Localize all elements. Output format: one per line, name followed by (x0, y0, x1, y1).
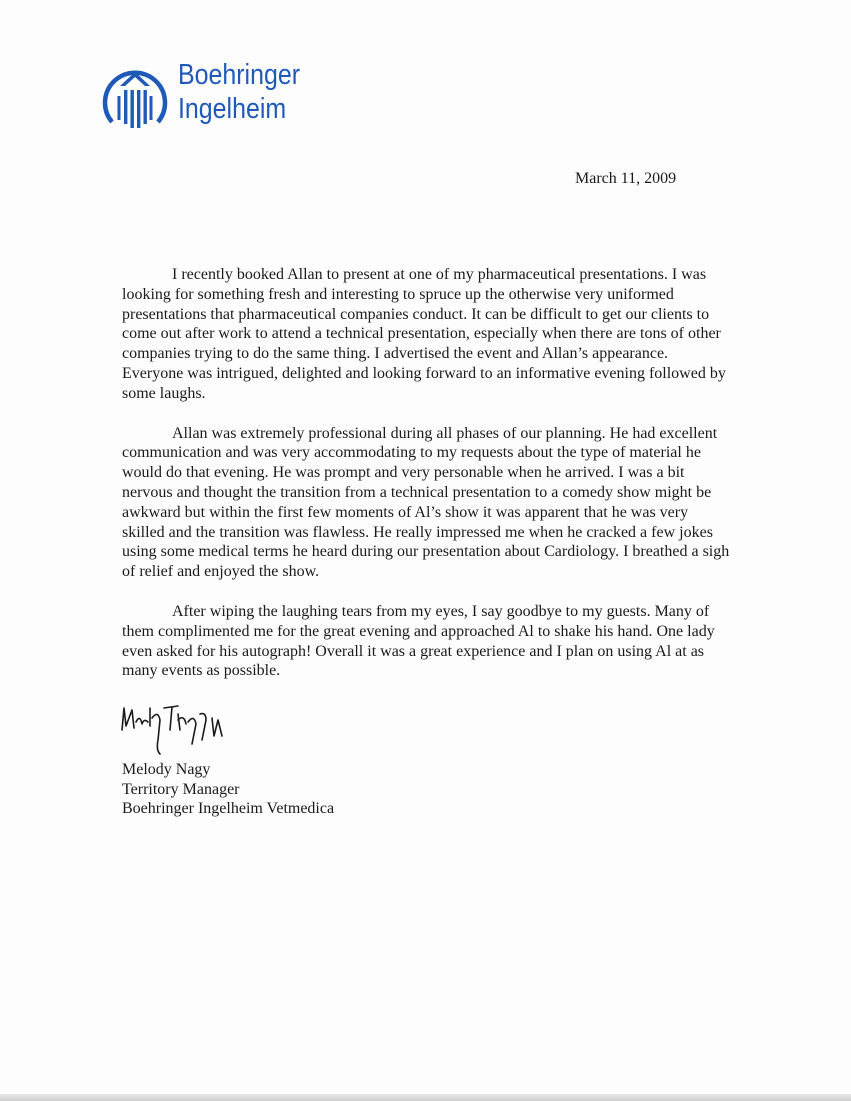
signer-name: Melody Nagy (122, 761, 211, 778)
letterhead-logo (100, 58, 340, 140)
logo-brand-line-2: Ingelheim (178, 93, 287, 125)
letter-paragraph-3: After wiping the laughing tears from my eyes, I say goodbye to my guests. Many of them complimented me for the great evening and approached Al to shake his hand. One lady even asked for his autograph! Overall it was a great experience and I plan on using Al at as many events as possible. (122, 602, 715, 680)
scan-bottom-edge (0, 1094, 851, 1101)
letter-date: March 11, 2009 (575, 170, 677, 187)
handwritten-signature (118, 700, 228, 756)
signer-company: Boehringer Ingelheim Vetmedica (122, 800, 335, 817)
letter-body (122, 265, 732, 701)
boehringer-ingelheim-logo-icon (100, 60, 170, 138)
letter-paragraph-1: I recently booked Allan to present at one of my pharmaceutical presentations. I was looking for something fresh and interesting to spruce up the otherwise very uniformed presentations that pharmaceutical companies conduct. It can be difficult to get our clients to come out after work to attend a technical presentation, especially when there are tons of other companies trying to do the same thing. I advertised the event and Allan’s appearance. Everyone was intrigued, delighted and looking forward to an informative evening followed by some laughs. (122, 266, 726, 402)
letter-paragraph-2: Allan was extremely professional during all phases of our planning. He had excellent communication and was very accommodating to my requests about the type of material he would do that evening. He was prompt and very personable when he arrived. I was a bit nervous and thought the transition from a technical presentation to a comedy show might be awkward but within the first few moments of Al’s show it was apparent that he was very skilled and the transition was flawless. He really impressed me when he cracked a few jokes using some medical terms he heard during our presentation about Cardiology. I breathed a sigh of relief and enjoyed the show. (122, 424, 730, 581)
signer-title: Territory Manager (122, 780, 240, 798)
logo-brand-text (178, 58, 300, 126)
logo-brand-line-1: Boehringer (178, 59, 301, 91)
signature-block (122, 760, 334, 819)
